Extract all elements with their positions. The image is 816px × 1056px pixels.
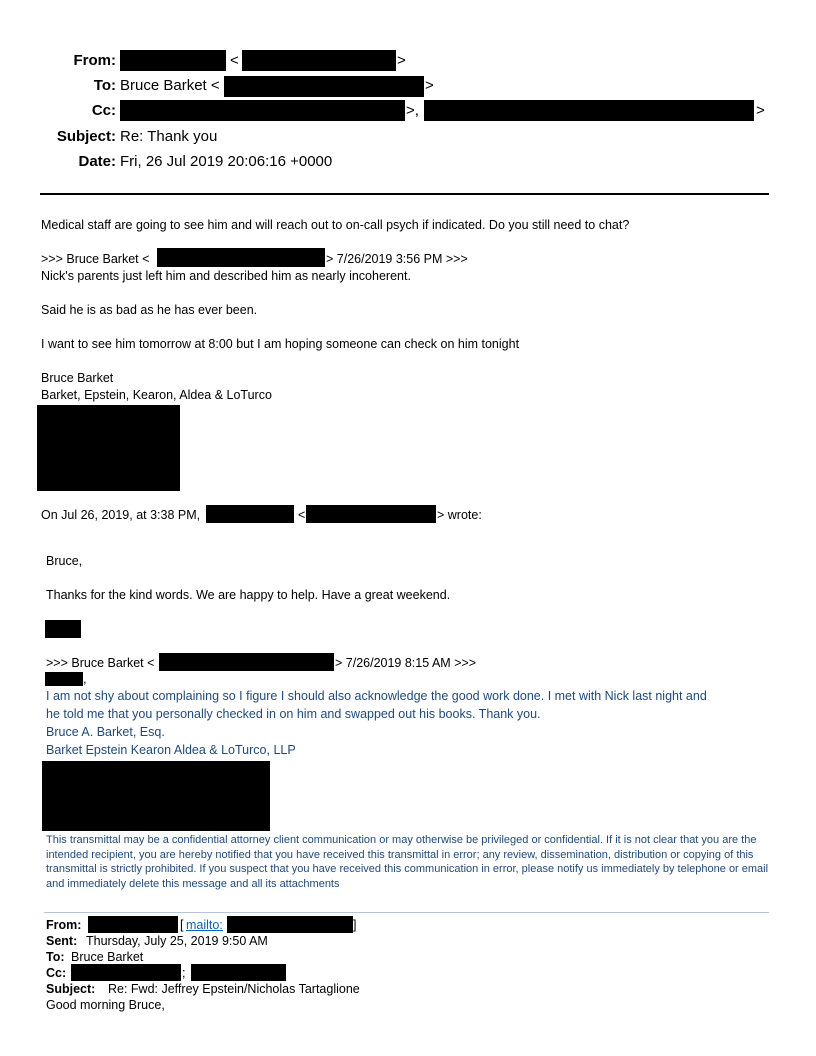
forward-separator	[44, 912, 769, 913]
to-label: To:	[93, 77, 116, 94]
to-value: Bruce Barket <	[120, 77, 220, 94]
subject-value: Re: Thank you	[120, 128, 218, 145]
body-line-bad: Said he is as bad as he has ever been.	[41, 303, 258, 317]
redaction-block	[42, 761, 270, 831]
blue-signature-name: Bruce A. Barket, Esq.	[46, 725, 165, 739]
from-lt: <	[230, 52, 239, 69]
comma: ,	[83, 672, 87, 686]
quote2-suffix: > 7/26/2019 8:15 AM >>>	[335, 656, 477, 670]
fwd-cc-label: Cc:	[46, 966, 67, 980]
to-gt: >	[425, 77, 434, 94]
fwd-subject-value: Re: Fwd: Jeffrey Epstein/Nicholas Tartaglione	[108, 982, 360, 996]
redaction-block	[45, 672, 83, 686]
from-label: From:	[73, 52, 116, 69]
fwd-mailto-link[interactable]: mailto:	[186, 918, 223, 932]
cc-sep: >,	[406, 102, 419, 119]
fwd-to-value: Bruce Barket	[71, 950, 144, 964]
redaction-block	[242, 50, 396, 71]
blue-signature-firm: Barket Epstein Kearon Aldea & LoTurco, LLP	[46, 743, 296, 757]
redaction-block	[206, 505, 294, 523]
redaction-block	[45, 620, 81, 638]
date-label: Date:	[78, 153, 116, 170]
redaction-block	[157, 248, 325, 267]
redaction-block	[424, 100, 754, 121]
fwd-from-label: From:	[46, 918, 82, 932]
fwd-mailto-open: [	[180, 918, 184, 932]
confidentiality-disclaimer: This transmittal may be a confidential attorney client communication or may otherwise be privileged or confidential. If it is not clear that you are the intended recipient, you are hereby notified that you have received this transmittal in error; any review, dissemination, distribution or copying of this transmittal is strictly prohibited. If you suspect that you have received this communication in error, please notify us immediately by telephone or email and immediately delete this message and all its attachments	[46, 834, 769, 890]
cc-label: Cc:	[91, 102, 116, 119]
quote1-suffix: > 7/26/2019 3:56 PM >>>	[326, 252, 468, 266]
body-line-thanks: Thanks for the kind words. We are happy to help. Have a great weekend.	[46, 588, 451, 602]
header-separator	[40, 193, 769, 195]
fwd-sent-label: Sent:	[46, 934, 78, 948]
fwd-to-label: To:	[46, 950, 65, 964]
redaction-block	[191, 964, 286, 981]
fwd-subject-label: Subject:	[46, 982, 96, 996]
quote2-prefix: >>> Bruce Barket <	[46, 656, 155, 670]
wrote-lt: <	[298, 508, 306, 522]
redaction-block	[88, 916, 178, 933]
signature-name: Bruce Barket	[41, 371, 114, 385]
fwd-cc-sep: ;	[182, 966, 186, 980]
blue-line-1: I am not shy about complaining so I figure I should also acknowledge the good work done. I met with Nick last night and	[46, 689, 707, 703]
cc-gt: >	[756, 102, 765, 119]
greeting-bruce: Bruce,	[46, 554, 83, 568]
redaction-block	[37, 405, 180, 491]
from-gt: >	[397, 52, 406, 69]
redaction-block	[71, 964, 181, 981]
signature-firm: Barket, Epstein, Kearon, Aldea & LoTurco	[41, 388, 272, 402]
body-line-parents: Nick's parents just left him and described him as nearly incoherent.	[41, 269, 411, 283]
date-value: Fri, 26 Jul 2019 20:06:16 +0000	[120, 153, 333, 170]
fwd-greeting: Good morning Bruce,	[46, 998, 165, 1012]
redaction-block	[224, 76, 424, 97]
redaction-block	[306, 505, 436, 523]
wrote-suffix: > wrote:	[437, 508, 482, 522]
redaction-block	[227, 916, 353, 933]
redaction-block	[120, 100, 405, 121]
fwd-sent-value: Thursday, July 25, 2019 9:50 AM	[86, 934, 268, 948]
body-line-medical: Medical staff are going to see him and will reach out to on-call psych if indicated. Do you still need to chat?	[41, 218, 630, 232]
blue-line-2: he told me that you personally checked in on him and swapped out his books. Thank you.	[46, 707, 541, 721]
redaction-block	[120, 50, 226, 71]
wrote-prefix: On Jul 26, 2019, at 3:38 PM,	[41, 508, 201, 522]
subject-label: Subject:	[56, 128, 116, 145]
fwd-mailto-close: ]	[353, 918, 357, 932]
body-line-tomorrow: I want to see him tomorrow at 8:00 but I am hoping someone can check on him tonight	[41, 337, 520, 351]
redaction-block	[159, 653, 334, 671]
quote1-prefix: >>> Bruce Barket <	[41, 252, 150, 266]
